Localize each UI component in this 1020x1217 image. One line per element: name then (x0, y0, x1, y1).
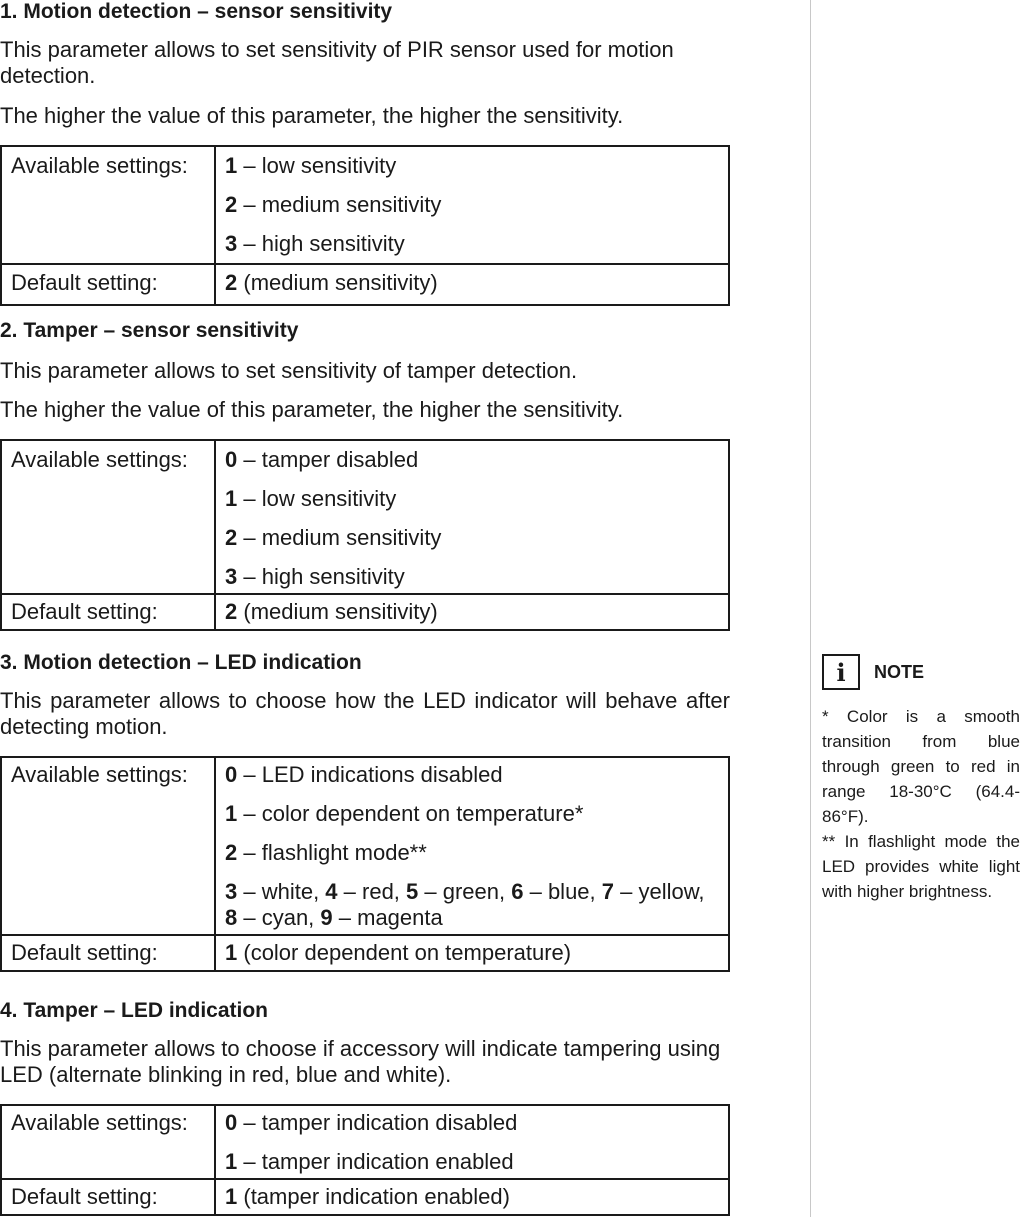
settings-table (0, 145, 730, 306)
section-description: This parameter allows to set sensitivity of tamper detection. (0, 358, 578, 383)
option-item: 0 – tamper disabled (225, 447, 419, 472)
option-item: 1 – tamper indication enabled (225, 1149, 514, 1174)
available-settings-label: Available settings: (1, 146, 215, 264)
note-line: * Color is a smooth transition from blue through green to red in range 18-30°C (64.4-86°F). (822, 707, 1020, 826)
note-title: NOTE (874, 661, 925, 682)
section-description: This parameter allows to set sensitivity of PIR sensor used for motion detection. (0, 37, 674, 88)
option-item: 0 – tamper indication disabled (225, 1110, 518, 1135)
column-divider (810, 0, 811, 1217)
note-line: ** In flashlight mode the LED provides white light with higher brightness. (822, 832, 1020, 901)
parameter-1-section (0, 0, 730, 306)
settings-table (0, 439, 730, 631)
default-setting-value: 2 (medium sensitivity) (215, 264, 729, 305)
parameter-2-section (0, 319, 730, 631)
default-setting-label: Default setting: (1, 1179, 215, 1215)
available-settings-values (215, 440, 729, 594)
parameter-4-section (0, 999, 730, 1216)
note-header (822, 654, 1020, 690)
default-setting-value: 1 (color dependent on temperature) (215, 935, 729, 971)
section-heading: 3. Motion detection – LED indication (0, 651, 362, 674)
default-setting-label: Default setting: (1, 935, 215, 971)
available-settings-values (215, 757, 729, 935)
option-item: 3 – high sensitivity (225, 564, 405, 589)
info-icon: i (822, 654, 860, 690)
option-item: 2 – medium sensitivity (225, 192, 442, 217)
section-heading: 1. Motion detection – sensor sensitivity (0, 0, 393, 23)
section-heading: 2. Tamper – sensor sensitivity (0, 319, 299, 342)
note-box (822, 654, 1020, 904)
available-settings-label: Available settings: (1, 1105, 215, 1179)
default-setting-label: Default setting: (1, 594, 215, 630)
section-heading: 4. Tamper – LED indication (0, 999, 268, 1022)
option-item: 2 – medium sensitivity (225, 525, 442, 550)
default-setting-value: 1 (tamper indication enabled) (215, 1179, 729, 1215)
settings-table (0, 756, 730, 972)
option-item: 2 – flashlight mode** (225, 840, 427, 865)
available-settings-values (215, 146, 729, 264)
settings-table (0, 1104, 730, 1216)
default-setting-value: 2 (medium sensitivity) (215, 594, 729, 630)
section-description: The higher the value of this parameter, the higher the sensitivity. (0, 103, 624, 128)
note-text (822, 704, 1020, 904)
available-settings-label: Available settings: (1, 757, 215, 935)
parameter-3-section (0, 651, 730, 972)
section-description: This parameter allows to choose how the LED indicator will behave after detecting motion. (0, 688, 730, 739)
option-item: 1 – low sensitivity (225, 486, 397, 511)
section-description: This parameter allows to choose if accessory will indicate tampering using LED (alternate blinking in red, blue and white). (0, 1036, 721, 1087)
default-setting-label: Default setting: (1, 264, 215, 305)
option-item: 1 – color dependent on temperature* (225, 801, 584, 826)
available-settings-label: Available settings: (1, 440, 215, 594)
option-item: 0 – LED indications disabled (225, 762, 503, 787)
option-item: 1 – low sensitivity (225, 153, 397, 178)
option-item: 3 – high sensitivity (225, 231, 405, 256)
option-item-colors: 3 – white, 4 – red, 5 – green, 6 – blue, 7 – yellow, 8 – cyan, 9 – magenta (225, 879, 705, 930)
available-settings-values (215, 1105, 729, 1179)
section-description: The higher the value of this parameter, the higher the sensitivity. (0, 397, 624, 422)
